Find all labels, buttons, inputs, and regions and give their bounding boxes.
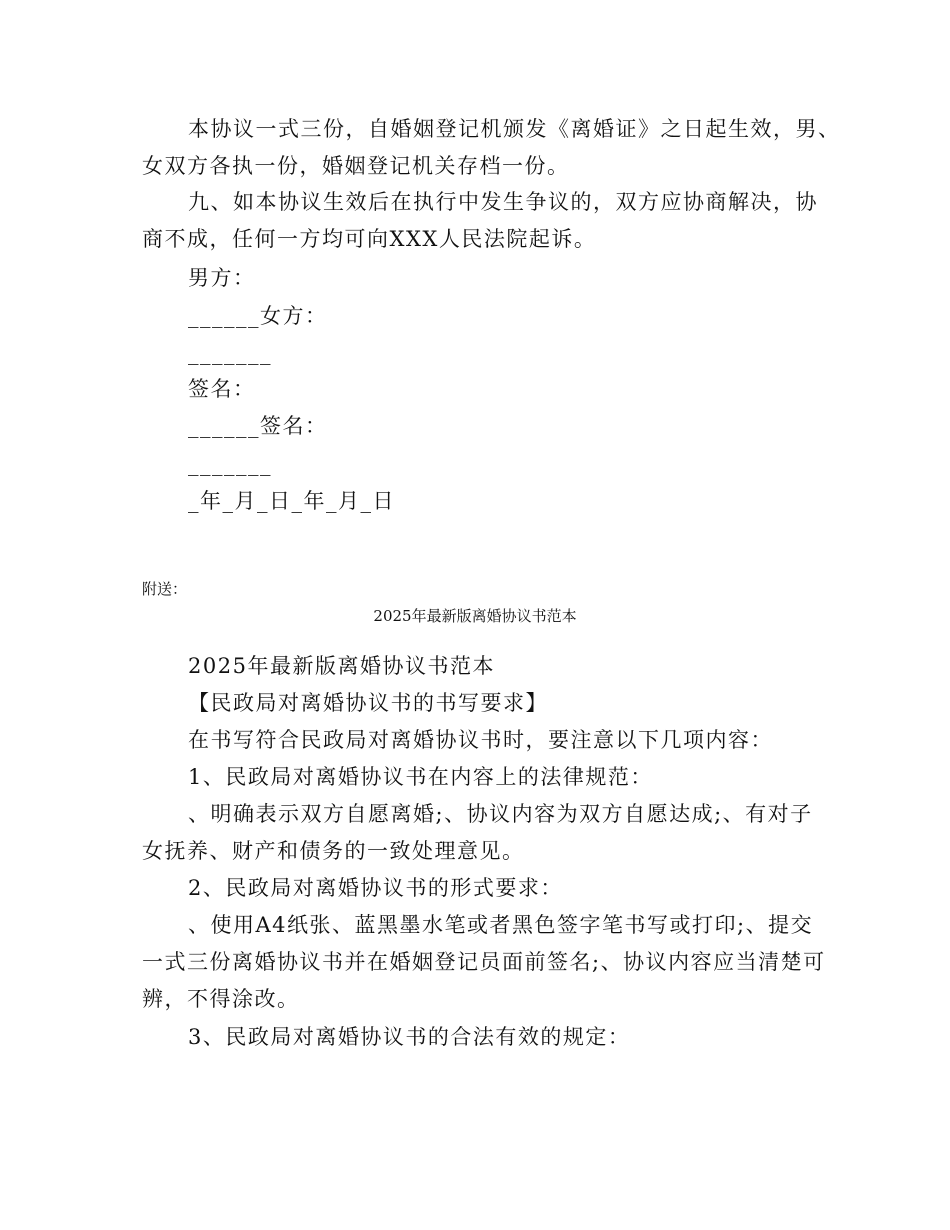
intro-paragraph: 在书写符合民政局对离婚协议书时，要注意以下几项内容： bbox=[188, 728, 773, 752]
signature-label-2: ______签名： bbox=[188, 414, 328, 438]
item-2-text-line1: 、使用A4纸张、蓝黑墨水笔或者黑色签字笔书写或打印;、提交 bbox=[188, 913, 814, 937]
male-party-label: 男方： bbox=[188, 266, 256, 290]
paragraph-effective-line2: 女双方各执一份，婚姻登记机关存档一份。 bbox=[142, 154, 570, 178]
blank-line-1: _______ bbox=[188, 341, 272, 365]
sample-title: 2025年最新版离婚协议书范本 bbox=[188, 654, 495, 678]
item-2-text-line3: 辨，不得涂改。 bbox=[142, 987, 300, 1011]
female-party-line: ______女方： bbox=[188, 304, 328, 328]
item-1-text-line2: 女抚养、财产和债务的一致处理意见。 bbox=[142, 839, 525, 863]
paragraph-dispute-line2: 商不成，任何一方均可向XXX人民法院起诉。 bbox=[142, 227, 597, 251]
blank-line-2: _______ bbox=[188, 452, 272, 476]
item-1-heading: 1、民政局对离婚协议书在内容上的法律规范： bbox=[188, 765, 653, 789]
appendix-label: 附送： bbox=[142, 580, 188, 598]
paragraph-dispute-line1: 九、如本协议生效后在执行中发生争议的，双方应协商解决，协 bbox=[188, 190, 818, 214]
item-3-heading: 3、民政局对离婚协议书的合法有效的规定： bbox=[188, 1025, 631, 1049]
requirements-heading: 【民政局对离婚协议书的书写要求】 bbox=[188, 691, 548, 715]
date-line: _年_月_日_年_月_日 bbox=[188, 489, 395, 513]
paragraph-effective-line1: 本协议一式三份，自婚姻登记机颁发《离婚证》之日起生效，男、 bbox=[188, 117, 841, 141]
item-2-heading: 2、民政局对离婚协议书的形式要求： bbox=[188, 876, 563, 900]
item-2-text-line2: 一式三份离婚协议书并在婚姻登记员面前签名;、协议内容应当清楚可 bbox=[142, 950, 826, 974]
appendix-header: 2025年最新版离婚协议书范本 bbox=[373, 607, 577, 625]
item-1-text-line1: 、明确表示双方自愿离婚;、协议内容为双方自愿达成;、有对子 bbox=[188, 802, 813, 826]
signature-label-1: 签名： bbox=[188, 377, 256, 401]
